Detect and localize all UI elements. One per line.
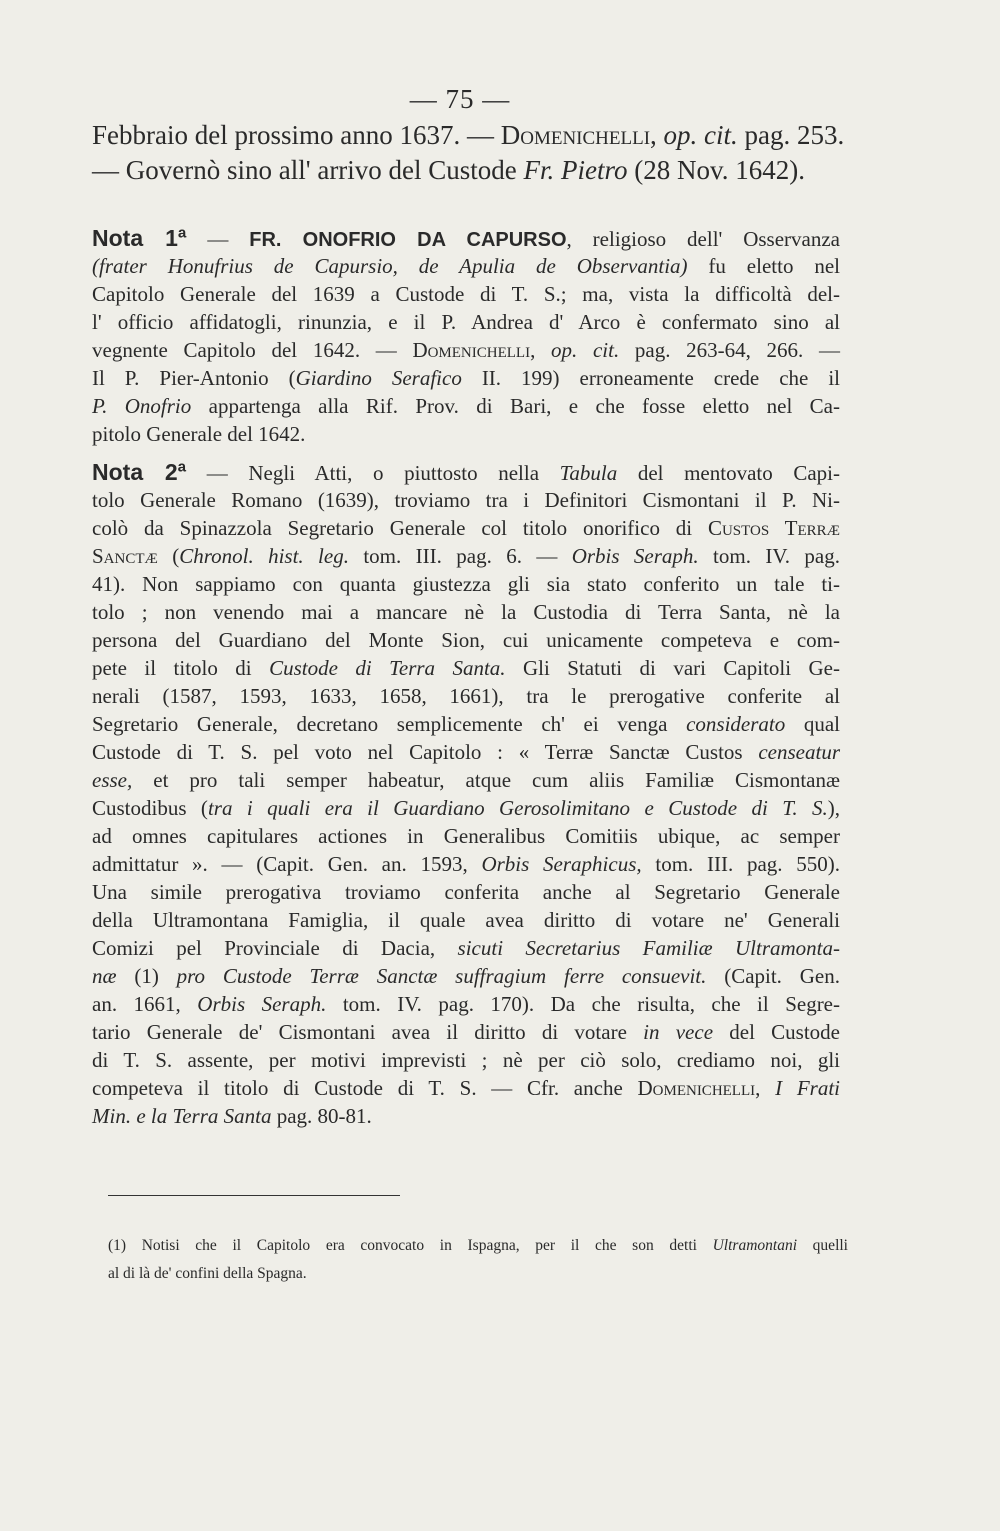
- text-line: ad omnes capitulares actiones in Generalibus Comitiis ubique, ac semper: [92, 824, 840, 848]
- note-label: Nota 1ª: [92, 225, 187, 251]
- text-line: Nota 2ª — Negli Atti, o piuttosto nella Tabula del mentovato Capi-: [92, 459, 840, 485]
- text-line: 41). Non sappiamo con quanta giustezza gli sia stato conferito un tale ti-: [92, 572, 840, 596]
- text-line: Comizi pel Provinciale di Dacia, sicuti Secretarius Familiæ Ultramonta-: [92, 936, 841, 960]
- note-label: Nota 2ª: [92, 459, 187, 485]
- text-line: (1) Notisi che il Capitolo era convocato in Ispagna, per il che son detti Ultramontani quelli: [108, 1237, 848, 1254]
- text-line: vegnente Capitolo del 1642. — Domenichelli, op. cit. pag. 263-64, 266. —: [92, 338, 840, 362]
- text-line: competeva il titolo di Custode di T. S. — Cfr. anche Domenichelli, I Frati: [92, 1076, 840, 1100]
- text-line: Capitolo Generale del 1639 a Custode di T. S.; ma, vista la difficoltà del-: [92, 282, 840, 306]
- page-number: — 75 —: [409, 84, 511, 114]
- text-line: Custode di T. S. pel voto nel Capitolo : « Terræ Sanctæ Custos censeatur: [92, 740, 840, 764]
- text-line: tario Generale de' Cismontani avea il diritto di votare in vece del Custode: [92, 1020, 841, 1044]
- text-line: Nota 1ª — FR. ONOFRIO DA CAPURSO, religioso dell' Osservanza: [92, 225, 840, 251]
- text-line: Una simile prerogativa troviamo conferita anche al Segretario Generale: [92, 880, 840, 904]
- text-line: Segretario Generale, decretano semplicemente ch' ei venga considerato qual: [92, 712, 841, 736]
- text-line: Il P. Pier-Antonio (Giardino Serafico II. 199) erroneamente crede che il: [92, 366, 840, 390]
- text-line: Febbraio del prossimo anno 1637. — Domenichelli, op. cit. pag. 253.: [92, 120, 845, 150]
- text-line: — Governò sino all' arrivo del Custode Fr. Pietro (28 Nov. 1642).: [92, 155, 806, 185]
- text-line: (frater Honufrius de Capursio, de Apulia de Observantia) fu eletto nel: [92, 254, 840, 278]
- text-line: al di là de' confini della Spagna.: [108, 1265, 307, 1282]
- text-line: Sanctæ (Chronol. hist. leg. tom. III. pag. 6. — Orbis Seraph. tom. IV. pag.: [92, 544, 840, 568]
- text-line: Min. e la Terra Santa pag. 80-81.: [92, 1104, 372, 1128]
- text-line: pitolo Generale del 1642.: [92, 422, 306, 446]
- text-line: persona del Guardiano del Monte Sion, cui unicamente competeva e com-: [92, 628, 840, 652]
- text-line: esse, et pro tali semper habeatur, atque cum aliis Familiæ Cismontanæ: [92, 768, 840, 792]
- text-line: tolo ; non venendo mai a mancare nè la Custodia di Terra Santa, nè la: [92, 600, 840, 624]
- text-line: l' officio affidatogli, rinunzia, e il P. Andrea d' Arco è confermato sino al: [92, 310, 840, 334]
- text-line: colò da Spinazzola Segretario Generale col titolo onorifico di Custos Terræ: [92, 516, 840, 540]
- continued-paragraph: [92, 118, 845, 188]
- text-line: della Ultramontana Famiglia, il quale avea diritto di votare ne' Generali: [92, 908, 840, 932]
- note-1: [92, 224, 840, 448]
- footnote-divider: [108, 1195, 400, 1196]
- text-line: di T. S. assente, per motivi imprevisti ; nè per ciò solo, crediamo noi, gli: [92, 1048, 840, 1072]
- footnote: [108, 1232, 848, 1288]
- text-line: tolo Generale Romano (1639), troviamo tra i Definitori Cismontani il P. Ni-: [92, 488, 840, 512]
- note-2: [92, 458, 840, 1130]
- text-line: P. Onofrio appartenga alla Rif. Prov. di Bari, e che fosse eletto nel Ca-: [92, 394, 841, 418]
- text-line: nerali (1587, 1593, 1633, 1658, 1661), tra le prerogative conferite al: [92, 684, 840, 708]
- text-line: Custodibus (tra i quali era il Guardiano Gerosolimitano e Custode di T. S.),: [92, 796, 841, 820]
- text-line: pete il titolo di Custode di Terra Santa. Gli Statuti di vari Capitoli Ge-: [92, 656, 840, 680]
- friar-name: FR. ONOFRIO DA CAPURSO: [249, 229, 567, 251]
- text-line: admittatur ». — (Capit. Gen. an. 1593, Orbis Seraphicus, tom. III. pag. 550).: [92, 852, 841, 876]
- text-line: an. 1661, Orbis Seraph. tom. IV. pag. 170). Da che risulta, che il Segre-: [92, 992, 840, 1016]
- text-line: næ (1) pro Custode Terræ Sanctæ suffragium ferre consuevit. (Capit. Gen.: [92, 964, 840, 988]
